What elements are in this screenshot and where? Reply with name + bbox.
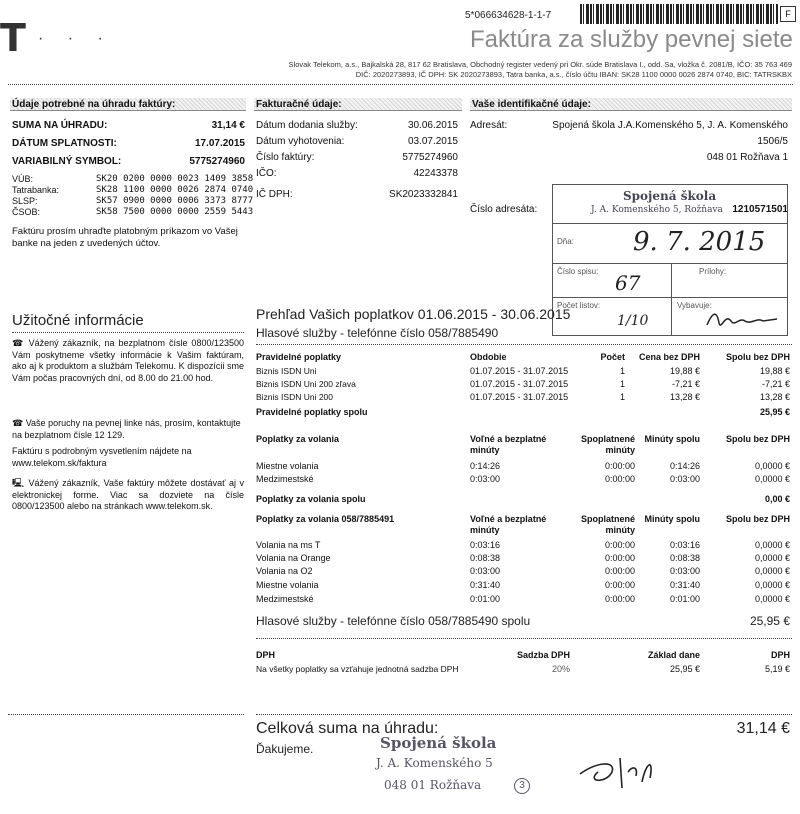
iban-tatra: SK28 1100 0000 0026 2874 0740 [96,185,254,195]
footer-divider-left [8,714,244,715]
calls-sum-value: 0,00 € [764,494,790,504]
calls2-row-total: 0,0000 € [754,594,790,604]
info-paragraph-1 [12,338,244,384]
amount-label: SUMA NA ÚHRADU: [12,120,108,131]
info-text-1: Vážený zákazník, na bezplatnom čísle 0800/123500 Vám poskytneme všetky informácie k Vašim faktúram, ako aj k produktom a službám Telekomu. K dispozícii sme Vám počas pracovných dní, od 8.00 do 21.00 hod. [12,338,244,383]
iban-csob: SK58 7500 0000 0000 2559 5443 [96,207,254,217]
regular-head-price: Cena bez DPH [638,352,700,362]
regular-row-total: -7,21 € [761,379,790,389]
calls-row-mins: 0:14:26 [669,461,700,471]
footer-stamp-school: Spojená škola [380,734,497,752]
calls2-row-paid: 0:00:00 [604,540,635,550]
iban-vub: SK20 0200 0000 0023 1409 3858 [96,174,254,184]
stamp-reg-label: Číslo spisu: [557,267,599,276]
calls-head-paid: Spoplatnené minúty [580,434,635,455]
stamp-date-label: Dňa: [557,237,574,246]
calls2-row-paid: 0:00:00 [604,594,635,604]
footer-divider-right [256,714,792,715]
footer-signature [576,752,666,796]
calls2-row-mins: 0:01:00 [669,594,700,604]
iban-slsp: SK57 0900 0000 0006 3373 8777 [96,196,254,206]
address-label: Adresát: [470,120,508,131]
calls-row-paid: 0:00:00 [604,474,635,484]
regular-row-count: 1 [619,379,625,389]
document-number: 5*066634628-1-1-7 [465,10,552,21]
ico-label: IČO: [256,168,277,179]
voice-total-label: Hlasové služby - telefónne číslo 058/7885490 spolu [256,614,531,628]
vat-row-rate: 20% [551,664,570,674]
address-line-2: 1506/5 [757,136,788,147]
vs-value: 5775274960 [189,156,245,167]
vat-head-base: Základ dane [647,650,700,660]
calls2-head-name: Poplatky za volania 058/7885491 [256,514,395,524]
calls-head-name: Poplatky za volania [256,434,340,444]
calls2-row-total: 0,0000 € [754,566,790,576]
calls-head-mins: Minúty spolu [644,434,700,444]
stamp-signature [703,307,783,333]
payment-heading: Údaje potrebné na úhradu faktúry: [10,98,246,111]
info-heading: Užitočné informácie [12,312,144,329]
overview-title: Prehľad Vašich poplatkov 01.06.2015 - 30.06.2015 [256,306,571,322]
stamp-divider [553,263,787,264]
grand-total-value: 31,14 € [736,720,790,737]
calls-row-total: 0,0000 € [754,474,790,484]
calls2-row-name: Volania na Orange [256,553,331,563]
customer-heading: Vaše identifikačné údaje: [470,98,792,111]
calls2-row-mins: 0:03:16 [669,540,700,550]
regular-head-total: Spolu bez DPH [725,352,790,362]
calls2-head-mins: Minúty spolu [644,514,700,524]
company-info [192,60,792,80]
regular-row-period: 01.07.2015 - 31.07.2015 [470,392,569,402]
calls2-row-free: 0:08:38 [470,553,501,563]
voice-divider [256,638,792,639]
thanks-text: Ďakujeme. [256,742,314,756]
barcode [580,4,778,24]
footer-stamp-street: J. A. Komenského 5 [376,756,493,770]
vat-row-vat: 5,19 € [764,664,790,674]
info-text-2: Vaše poruchy na pevnej linke nás, prosím, kontaktujte na bezplatnom čísle 12 129. [12,418,241,440]
calls2-row-free: 0:03:16 [470,540,501,550]
invoice-no-label: Číslo faktúry: [256,152,315,163]
calls2-head-total: Spolu bez DPH [725,514,790,524]
due-label: DÁTUM SPLATNOSTI: [12,138,117,149]
payment-note: Faktúru prosím uhraďte platobným príkazom vo Vašej banke na jeden z uvedených účtov. [12,226,238,249]
regular-row-name: Biznis ISDN Uni [256,366,317,376]
issue-date-value: 03.07.2015 [407,136,458,147]
calls-row-free: 0:03:00 [470,474,501,484]
phone-icon: ☎ [12,338,29,348]
vat-row-base: 25,95 € [669,664,700,674]
regular-row-price: -7,21 € [671,379,700,389]
stamp-attach-label: Prílohy: [699,267,727,276]
overview-subtitle: Hlasové služby - telefónne číslo 058/7885490 [256,326,499,340]
footer-stamp-circle: 3 [514,778,530,794]
stamp-school-address: J. A. Komenského 5, Rožňava [591,205,723,215]
addressee-no-label: Číslo adresáta: [470,204,538,215]
calls2-row-total: 0,0000 € [754,540,790,550]
info-divider [12,332,244,333]
calls2-row-total: 0,0000 € [754,553,790,563]
address-line-1: Spojená škola J.A.Komenského 5, J. A. Komenského [552,120,788,131]
calls2-row-total: 0,0000 € [754,580,790,590]
calls-row-name: Miestne volania [256,461,319,471]
stamp-date-handwritten: 9. 7. 2015 [633,227,766,257]
regular-row-period: 01.07.2015 - 31.07.2015 [470,379,569,389]
stamp-sign-no: 1/10 [617,313,649,329]
regular-head-period: Obdobie [470,352,507,362]
stamp-vdivider [671,263,672,335]
calls-row-name: Medzimestské [256,474,314,484]
regular-row-name: Biznis ISDN Uni 200 zľava [256,379,356,389]
stamp-reg-handwritten: 67 [615,271,641,295]
calls2-head-paid: Spoplatnené minúty [580,514,635,535]
stamp-divider [553,223,787,224]
computer-icon: 🖳 [12,478,29,488]
regular-row-price: 13,28 € [669,392,700,402]
stamp-count-label: Počet listov: [557,301,601,310]
due-value: 17.07.2015 [194,138,245,149]
vat-head-name: DPH [256,650,276,660]
calls2-row-paid: 0:00:00 [604,553,635,563]
regular-row-count: 1 [619,392,625,402]
calls-head-free: Voľné a bezplatné minúty [470,434,547,455]
info-paragraph-4 [12,478,244,513]
calls-row-mins: 0:03:00 [669,474,700,484]
regular-head-name: Pravidelné poplatky [256,352,342,362]
calls2-row-name: Medzimestské [256,594,314,604]
calls2-row-name: Volania na O2 [256,566,313,576]
telekom-logo: T [0,16,28,60]
regular-row-price: 19,88 € [669,366,700,376]
delivery-date-label: Dátum dodania služby: [256,120,358,131]
vat-head-vat: DPH [770,650,790,660]
logo-dots: · · · [38,30,113,47]
calls2-row-paid: 0:00:00 [604,580,635,590]
info-paragraph-2 [12,418,244,441]
voice-total-value: 25,95 € [749,614,790,628]
calls-row-total: 0,0000 € [754,461,790,471]
vs-label: VARIABILNÝ SYMBOL: [12,156,122,167]
grand-total-label: Celková suma na úhradu: [256,720,439,737]
stamp-handles-label: Vybavuje: [677,301,712,310]
calls-sum-label: Poplatky za volania spolu [256,494,366,504]
addressee-no-value: 1210571501 [732,204,788,215]
stamp-divider [553,297,787,298]
calls2-row-paid: 0:00:00 [604,566,635,576]
calls2-row-name: Volania na ms T [256,540,321,550]
footer-stamp-city: 048 01 Rožňava [384,778,482,792]
regular-row-total: 13,28 € [759,392,790,402]
calls-row-paid: 0:00:00 [604,461,635,471]
calls2-head-free: Voľné a bezplatné minúty [470,514,547,535]
issue-date-label: Dátum vyhotovenia: [256,136,345,147]
company-line-1: Slovak Telekom, a.s., Bajkalská 28, 817 62 Bratislava, Obchodný register vedený pri Okr. súde Bratislava I., odd. Sa, vložka č. 2081/B, IČO: 35 763 469 [288,60,792,69]
vat-head-rate: Sadzba DPH [516,650,570,660]
calls2-row-mins: 0:08:38 [669,553,700,563]
regular-sum-value: 25,95 € [759,407,790,417]
regular-row-name: Biznis ISDN Uni 200 [256,392,334,402]
invoice-heading: Fakturačné údaje: [254,98,462,111]
vat-id-label: IČ DPH: [256,189,293,200]
address-line-3: 048 01 Rožňava 1 [706,152,788,163]
regular-head-count: Počet [600,352,625,362]
overview-divider [256,344,792,345]
barcode-box: F [780,6,796,22]
phone-icon: ☎ [12,418,26,428]
company-line-2: DIČ: 2020273893, IČ DPH: SK 2020273893, Tatra banka, a.s., číslo účtu IBAN: SK28 1100 0000 0026 2874 0740, BIC: TATRSKBX [355,70,792,79]
vat-id-value: SK2023332841 [389,189,458,200]
regular-row-count: 1 [619,366,625,376]
amount-value: 31,14 € [211,120,245,131]
invoice-title: Faktúra za služby pevnej siete [470,26,793,53]
calls2-row-free: 0:03:00 [470,566,501,576]
bank-vub: VÚB: [12,174,34,184]
regular-sum-label: Pravidelné poplatky spolu [256,407,368,417]
registry-stamp [552,184,788,336]
calls2-row-name: Miestne volania [256,580,319,590]
regular-row-total: 19,88 € [759,366,790,376]
regular-row-period: 01.07.2015 - 31.07.2015 [470,366,569,376]
calls2-row-mins: 0:03:00 [669,566,700,576]
info-text-4: Vážený zákazník, Vaše faktúry môžete dostávať aj v elektronickej forme. Viac sa dozviete na čísle 0800/123500 alebo na stránkach www.telekom.sk. [12,478,244,511]
invoice-no-value: 5775274960 [402,152,458,163]
bank-csob: ČSOB: [12,207,41,217]
divider [8,84,793,85]
calls2-row-free: 0:31:40 [470,580,501,590]
calls-head-total: Spolu bez DPH [725,434,790,444]
calls2-row-free: 0:01:00 [470,594,501,604]
stamp-school: Spojená škola [623,189,717,203]
info-paragraph-3: Faktúru s podrobným vysvetlením nájdete na www.telekom.sk/faktura [12,446,192,468]
delivery-date-value: 30.06.2015 [407,120,458,131]
vat-row-name: Na všetky poplatky sa vzťahuje jednotná sadzba DPH [256,664,459,674]
bank-slsp: SLSP: [12,196,38,206]
calls-row-free: 0:14:26 [470,461,501,471]
ico-value: 42243378 [413,168,458,179]
bank-tatra: Tatrabanka: [12,185,60,195]
calls2-row-mins: 0:31:40 [669,580,700,590]
